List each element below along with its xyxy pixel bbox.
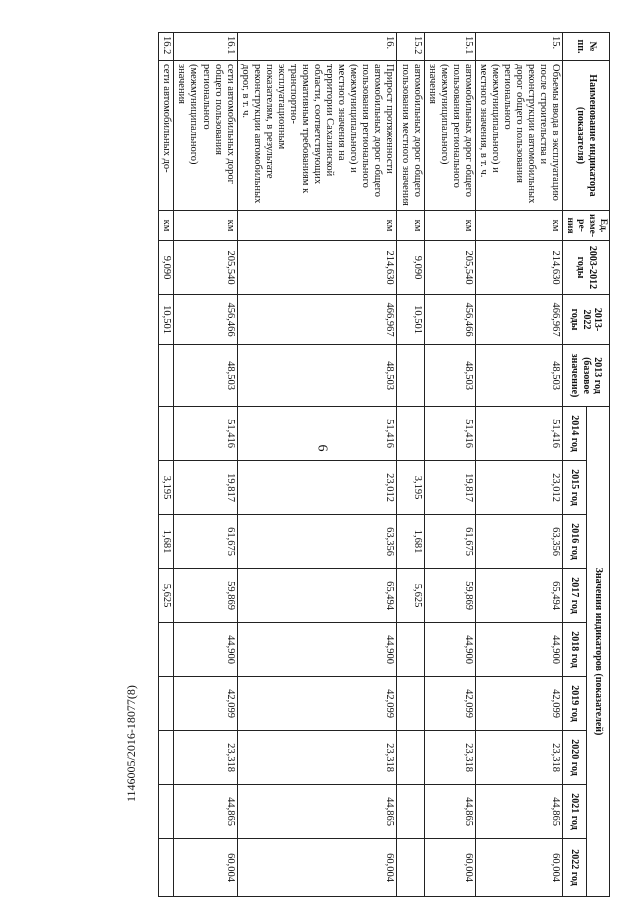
row-number: 16.1: [174, 33, 237, 61]
value-year: 63,356: [475, 515, 562, 569]
value-year: 23,012: [475, 461, 562, 515]
row-number: 16.2: [159, 33, 174, 61]
unit-cell: км: [237, 211, 397, 241]
value-year: [397, 839, 424, 897]
value-year: [397, 731, 424, 785]
value-year: [397, 785, 424, 839]
value-year: 44,865: [174, 785, 237, 839]
value-year: 51,416: [424, 407, 475, 461]
unit-cell: км: [424, 211, 475, 241]
value-year: 65,494: [475, 569, 562, 623]
table-row: [174, 33, 237, 897]
header-year: 2019 год: [563, 677, 586, 731]
table-row: [475, 33, 562, 897]
value-year: 19,817: [174, 461, 237, 515]
value-year: 59,869: [174, 569, 237, 623]
value-year: [397, 407, 424, 461]
value-year: 44,900: [475, 623, 562, 677]
page-number: 6: [314, 444, 330, 452]
indicator-name: Объемы ввода в эксплуатацию после строительства и реконструкции автомобильных дорог общего пользования регионального (межмуниципального) и местного значения, в т. ч.: [475, 61, 562, 211]
indicator-name: сети автомобильных до-: [159, 61, 174, 211]
header-year: 2014 год: [563, 407, 586, 461]
unit-cell: км: [475, 211, 562, 241]
value-2013-2022: 10,501: [159, 295, 174, 345]
unit-cell: км: [397, 211, 424, 241]
header-2013-2022: 2013-2022 годы: [563, 295, 610, 345]
value-2013-2022: 10,501: [397, 295, 424, 345]
value-year: 61,675: [424, 515, 475, 569]
header-year: 2016 год: [563, 515, 586, 569]
value-year: 3,195: [397, 461, 424, 515]
value-year: 3,195: [159, 461, 174, 515]
value-year: 60,004: [475, 839, 562, 897]
value-base-2013: [397, 345, 424, 407]
unit-cell: км: [159, 211, 174, 241]
value-year: [159, 785, 174, 839]
row-number: 15.1: [424, 33, 475, 61]
value-year: [397, 677, 424, 731]
value-year: 44,865: [424, 785, 475, 839]
indicator-name: Прирост протяженности автомобильных дорог общего пользования регионального (межмуниципального) и местного значения на территории Сахалинской области, соответствующих нормативным требованиям к транспортно-эксплуатационным показателям, в результате реконструкции автомобильных дорог, в т. ч.: [237, 61, 397, 211]
value-year: 23,318: [475, 731, 562, 785]
header-year: 2020 год: [563, 731, 586, 785]
value-base-2013: [159, 345, 174, 407]
value-year: 65,494: [237, 569, 397, 623]
value-year: 44,900: [174, 623, 237, 677]
value-year: 42,099: [424, 677, 475, 731]
header-base-2013: 2013 год (базовое значение): [563, 345, 610, 407]
value-2003-2012: 9,090: [159, 241, 174, 295]
unit-cell: км: [174, 211, 237, 241]
value-year: 42,099: [174, 677, 237, 731]
value-base-2013: 48,503: [174, 345, 237, 407]
header-year: 2021 год: [563, 785, 586, 839]
header-name: Наименование индикатора (показателя): [563, 61, 610, 211]
value-year: 23,318: [424, 731, 475, 785]
value-2003-2012: 205,540: [174, 241, 237, 295]
value-year: 5,625: [159, 569, 174, 623]
value-year: [159, 623, 174, 677]
value-2003-2012: 214,630: [475, 241, 562, 295]
value-year: [159, 731, 174, 785]
value-year: 44,900: [424, 623, 475, 677]
table-row: [237, 33, 397, 897]
header-year: 2015 год: [563, 461, 586, 515]
value-year: 44,865: [237, 785, 397, 839]
row-number: 16.: [237, 33, 397, 61]
value-year: [159, 677, 174, 731]
value-year: 51,416: [475, 407, 562, 461]
value-year: 60,004: [424, 839, 475, 897]
value-year: 42,099: [475, 677, 562, 731]
row-number: 15.: [475, 33, 562, 61]
value-year: 44,865: [475, 785, 562, 839]
value-year: 60,004: [237, 839, 397, 897]
value-base-2013: 48,503: [475, 345, 562, 407]
value-2003-2012: 205,540: [424, 241, 475, 295]
table-row: [397, 33, 424, 897]
table-row: [424, 33, 475, 897]
value-year: 1,681: [397, 515, 424, 569]
table-row: [159, 33, 174, 897]
value-2013-2022: 466,967: [237, 295, 397, 345]
value-2003-2012: 9,090: [397, 241, 424, 295]
value-2003-2012: 214,630: [237, 241, 397, 295]
value-year: [397, 623, 424, 677]
indicator-name: автомобильных дорог общего пользования регионального (межмуниципального) значения: [424, 61, 475, 211]
value-year: 59,869: [424, 569, 475, 623]
value-year: 23,012: [237, 461, 397, 515]
rotated-table-container: [90, 32, 610, 896]
value-2013-2022: 456,466: [424, 295, 475, 345]
value-year: [159, 407, 174, 461]
value-year: 5,625: [397, 569, 424, 623]
value-year: 51,416: [174, 407, 237, 461]
document-footer: 1146005/2016-18077(8): [124, 685, 138, 802]
indicator-name: сети автомобильных дорог общего пользования регионального (межмуниципального) значения: [174, 61, 237, 211]
value-base-2013: 48,503: [237, 345, 397, 407]
value-year: 42,099: [237, 677, 397, 731]
value-year: 61,675: [174, 515, 237, 569]
header-year: 2022 год: [563, 839, 586, 897]
value-year: 23,318: [174, 731, 237, 785]
value-year: 51,416: [237, 407, 397, 461]
value-2013-2022: 456,466: [174, 295, 237, 345]
value-year: 23,318: [237, 731, 397, 785]
value-year: 44,900: [237, 623, 397, 677]
indicator-name: автомобильных дорог общего пользования местного значения: [397, 61, 424, 211]
row-number: 15.2: [397, 33, 424, 61]
header-num: № пп.: [563, 33, 610, 61]
value-year: 60,004: [174, 839, 237, 897]
header-indicators: Значения индикаторов (показателей): [586, 407, 609, 897]
value-year: [159, 839, 174, 897]
header-2003-2012: 2003-2012 годы: [563, 241, 610, 295]
value-base-2013: 48,503: [424, 345, 475, 407]
value-year: 19,817: [424, 461, 475, 515]
value-2013-2022: 466,967: [475, 295, 562, 345]
header-year: 2017 год: [563, 569, 586, 623]
value-year: 63,356: [237, 515, 397, 569]
header-year: 2018 год: [563, 623, 586, 677]
header-unit: Ед. изме-ре-ния: [563, 211, 610, 241]
value-year: 1,681: [159, 515, 174, 569]
indicators-table: [158, 32, 610, 897]
